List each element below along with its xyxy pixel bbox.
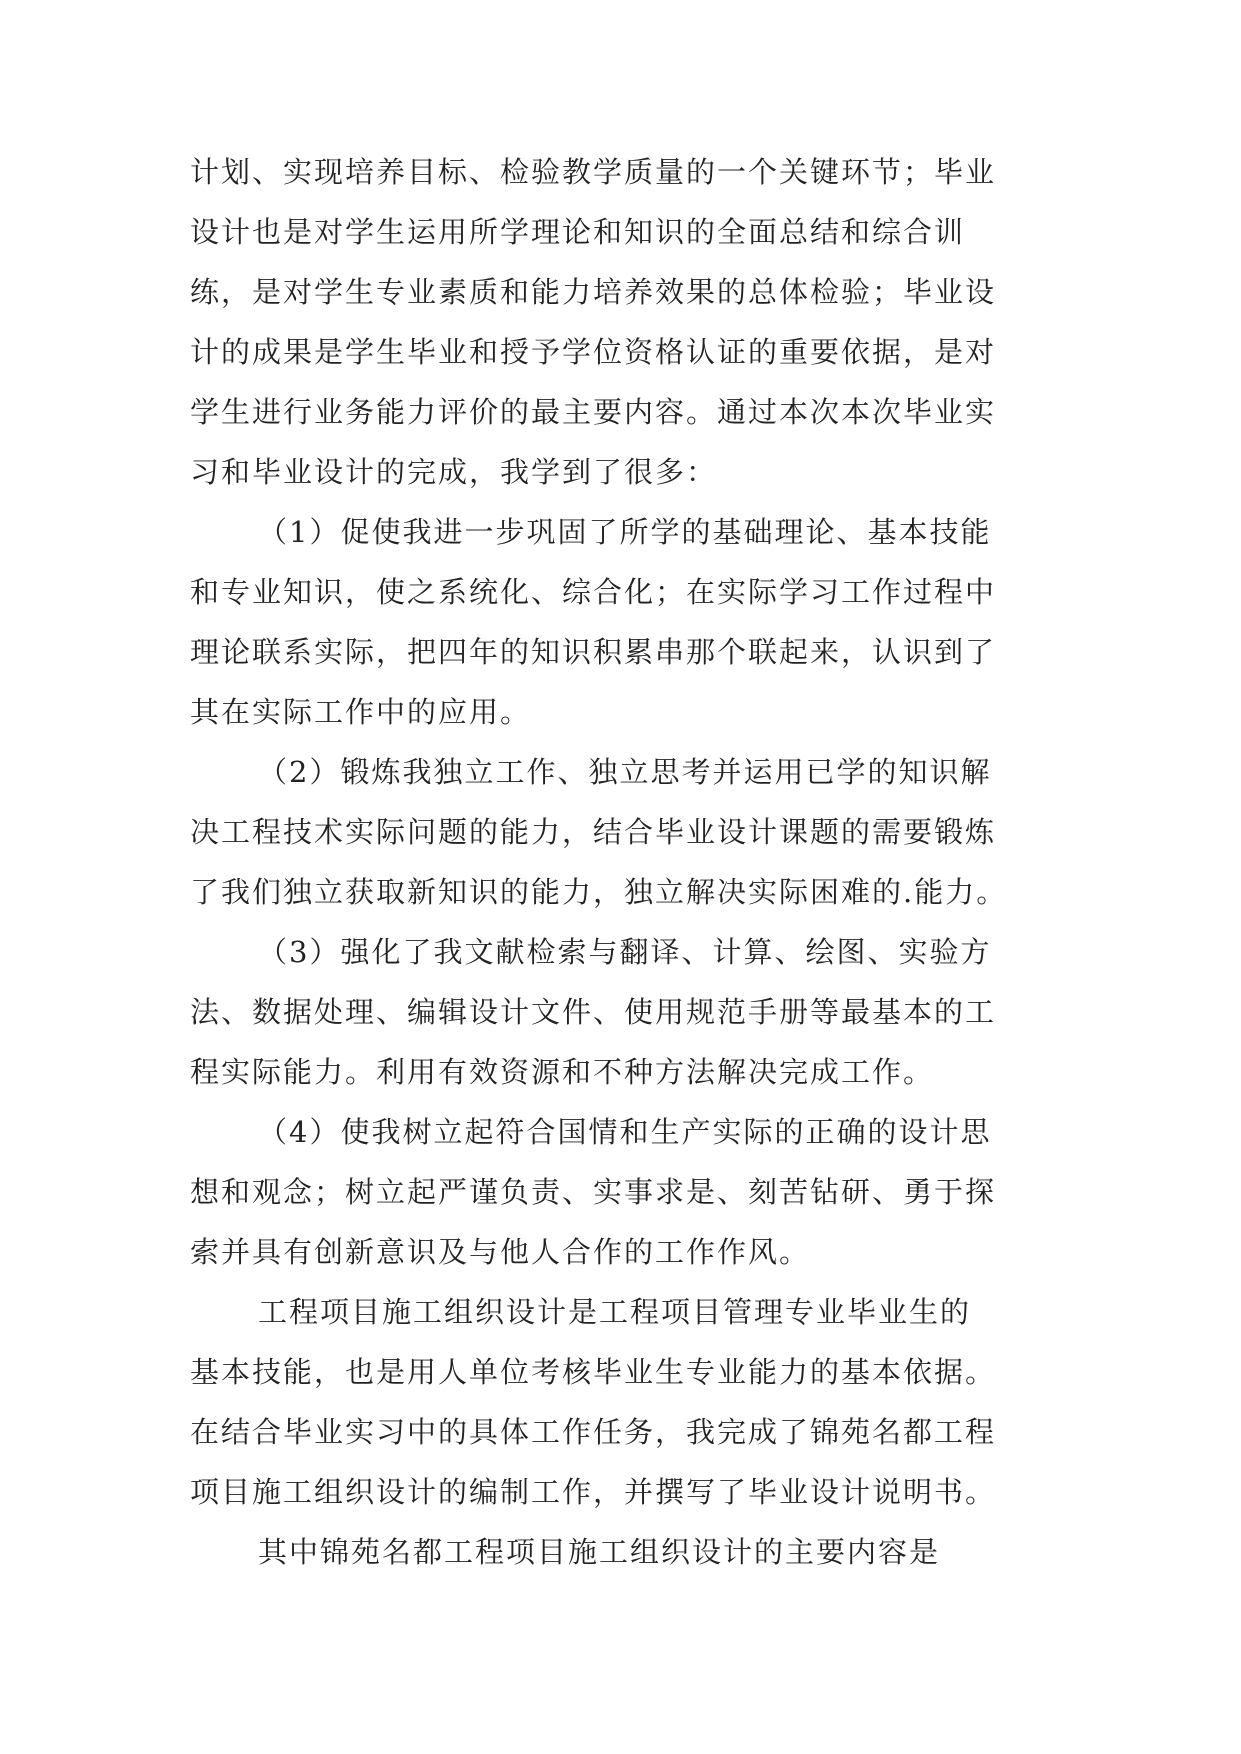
text-line: 了我们独立获取新知识的能力，独立解决实际困难的.能力。 [190,875,1008,909]
text-line: 其中锦苑名都工程项目施工组织设计的主要内容是 [258,1535,941,1569]
text-line: 计划、实现培养目标、检验教学质量的一个关键环节；毕业 [190,155,997,189]
text-line: 和专业知识，使之系统化、综合化；在实际学习工作过程中 [190,575,997,609]
text-line: 程实际能力。利用有效资源和不种方法解决完成工作。 [190,1055,935,1089]
text-line: 计的成果是学生毕业和授予学位资格认证的重要依据，是对 [190,335,997,369]
text-line: 其在实际工作中的应用。 [190,695,532,729]
text-line: （4）使我树立起符合国情和生产实际的正确的设计思 [258,1115,992,1149]
text-line: 练，是对学生专业素质和能力培养效果的总体检验；毕业设 [190,275,997,309]
text-line: 项目施工组织设计的编制工作，并撰写了毕业设计说明书。 [190,1475,997,1509]
text-line: 设计也是对学生运用所学理论和知识的全面总结和综合训 [190,215,966,249]
text-line: （1）促使我进一步巩固了所学的基础理论、基本技能 [258,515,992,549]
text-line: 决工程技术实际问题的能力，结合毕业设计课题的需要锻炼 [190,815,997,849]
text-line: （3）强化了我文献检索与翻译、计算、绘图、实验方 [258,935,992,969]
text-line: 基本技能，也是用人单位考核毕业生专业能力的基本依据。 [190,1355,997,1389]
text-line: 理论联系实际，把四年的知识积累串那个联起来，认识到了 [190,635,997,669]
text-line: 工程项目施工组织设计是工程项目管理专业毕业生的 [258,1295,972,1329]
text-line: 法、数据处理、编辑设计文件、使用规范手册等最基本的工 [190,995,997,1029]
text-line: （2）锻炼我独立工作、独立思考并运用已学的知识解 [258,755,992,789]
text-line: 习和毕业设计的完成，我学到了很多： [190,455,718,489]
text-line: 索并具有创新意识及与他人合作的工作作风。 [190,1235,811,1269]
text-line: 想和观念；树立起严谨负责、实事求是、刻苦钻研、勇于探 [190,1175,997,1209]
text-line: 在结合毕业实习中的具体工作任务，我完成了锦苑名都工程 [190,1415,997,1449]
text-line: 学生进行业务能力评价的最主要内容。通过本次本次毕业实 [190,395,997,429]
